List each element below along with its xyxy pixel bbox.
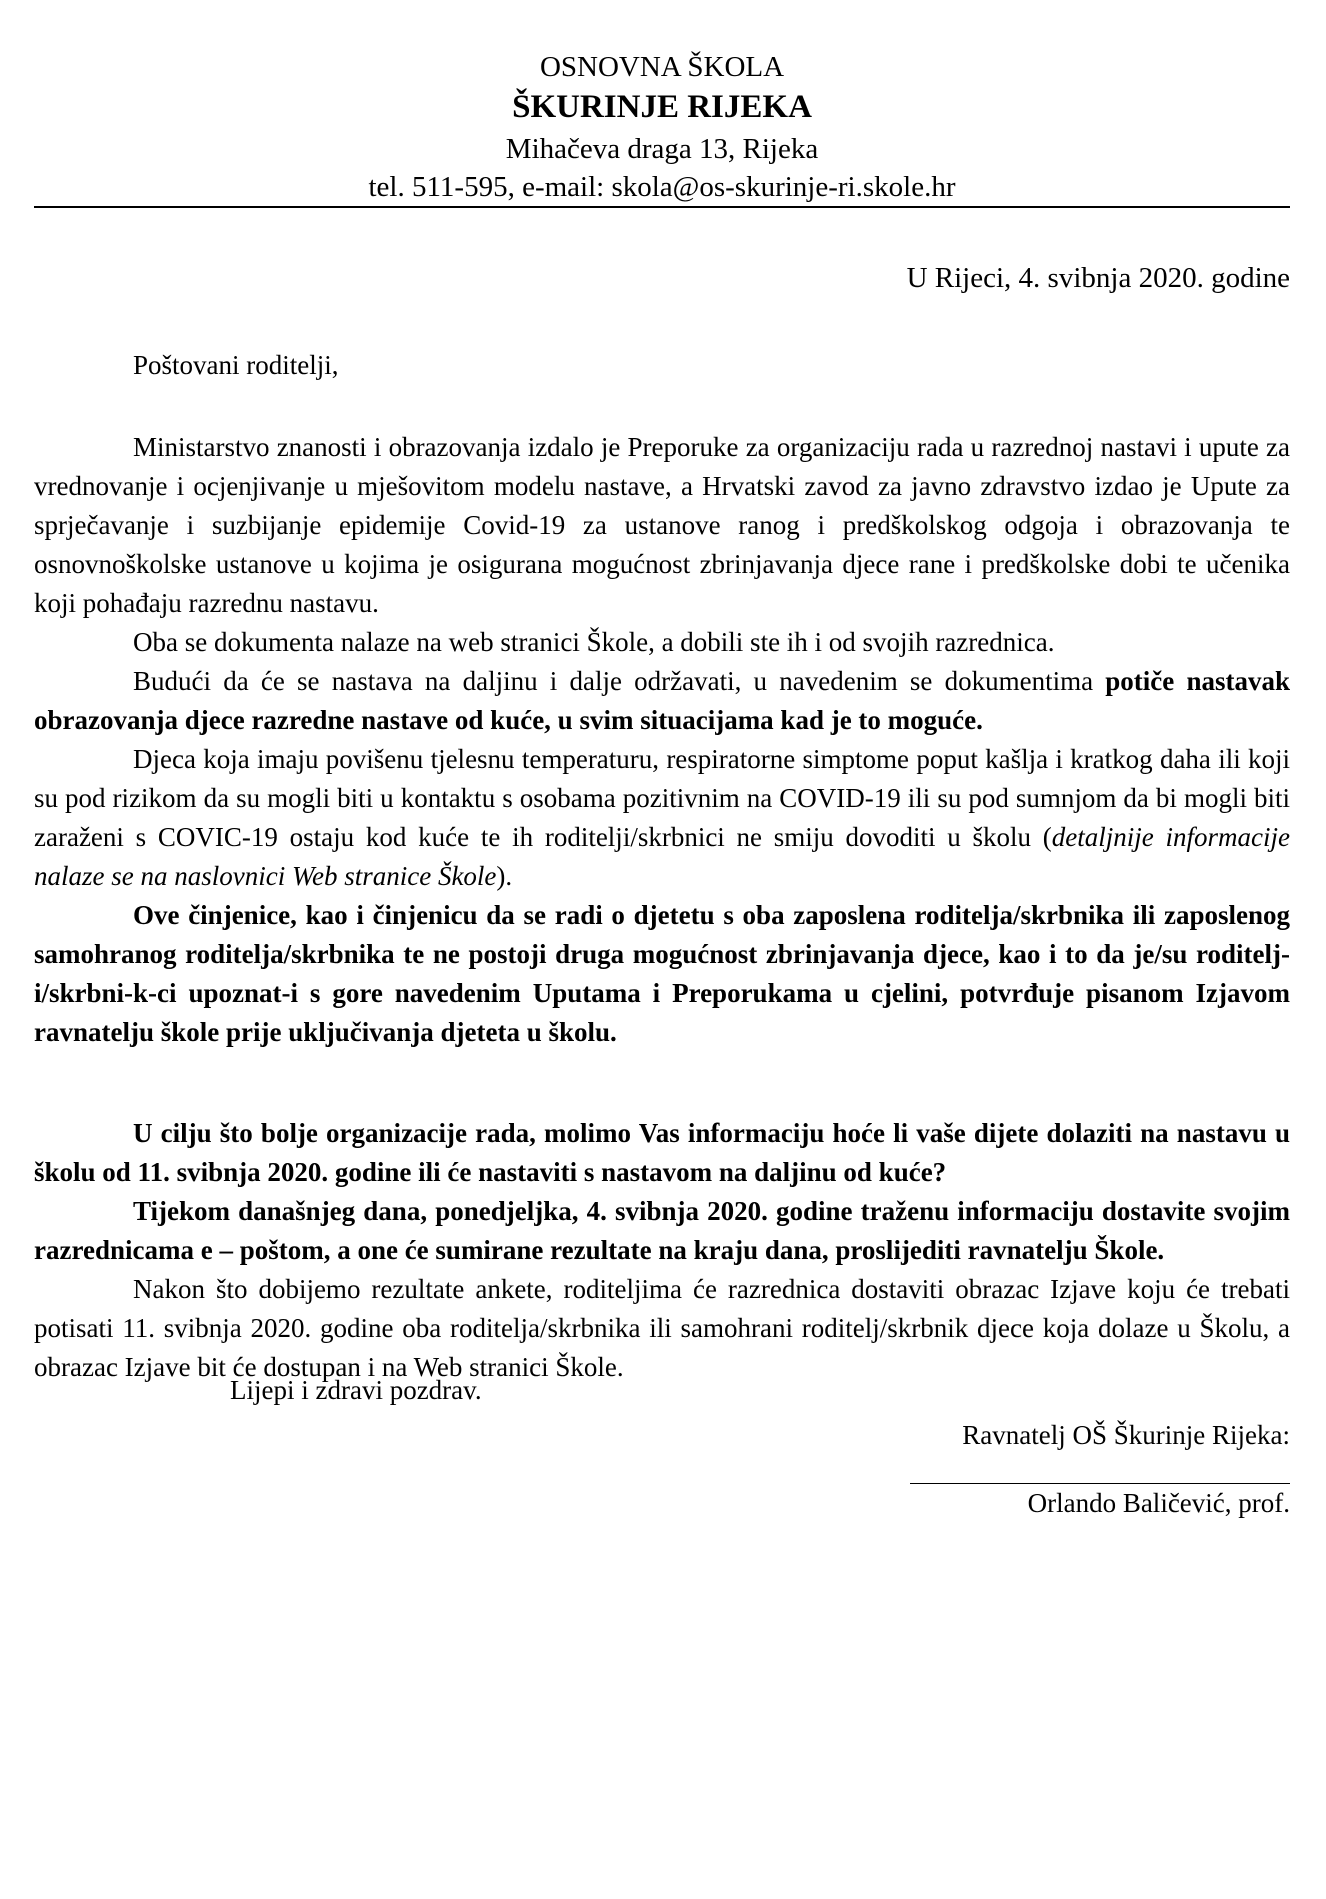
paragraph-symptoms <box>34 740 1290 896</box>
paragraph-statement: Ove činjenice, kao i činjenicu da se radi o djetetu s oba zaposlena roditelja/skrbnika ili zaposlenog samohranog roditelja/skrbnika te ne postoji druga mogućnost zbrinjavanja djece, kao i to da je/su roditelj-i/skrbni-k-ci upoznat-i s gore navedenim Uputama i Preporukama u cjelini, potvrđuje pisanom Izjavom ravnatelju škole prije uključivanja djeteta u školu. <box>34 900 1290 1047</box>
letter-body-middle <box>34 1114 1290 1270</box>
school-name: ŠKURINJE RIJEKA <box>512 89 812 125</box>
school-type: OSNOVNA ŠKOLA <box>539 51 785 83</box>
school-address: Mihačeva draga 13, Rijeka <box>505 133 819 165</box>
paragraph-survey: Nakon što dobijemo rezultate ankete, roditeljima će razrednica dostaviti obrazac Izjave koju će trebati potisati 11. svibnja 2020. godine oba roditelja/skrbnika ili samohrani roditelj/skrbnik djece koja dolaze u Školu, a obrazac Izjave bit će dostupan i na Web stranici Škole. <box>34 1274 1290 1382</box>
closing-greeting: Lijepi i zdravi pozdrav. <box>230 1375 482 1405</box>
signature-title: Ravnatelj OŠ Škurinje Rijeka: <box>962 1420 1290 1450</box>
salutation: Poštovani roditelji, <box>133 350 339 380</box>
paragraph-distance-learning <box>34 662 1290 740</box>
paragraph-request: U cilju što bolje organizacije rada, molimo Vas informaciju hoće li vaše dijete dolaziti na nastavu u školu od 11. svibnja 2020. godine ili će nastaviti s nastavom na daljinu od kuće? <box>34 1118 1290 1187</box>
letter-body-lower <box>34 1270 1290 1387</box>
signature-line <box>910 1483 1290 1484</box>
date-line: U Rijeci, 4. svibnja 2020. godine <box>906 262 1290 294</box>
paragraph-deadline: Tijekom današnjeg dana, ponedjeljka, 4. svibnja 2020. godine traženu informaciju dostavite svojim razrednicama e – poštom, a one će sumirane rezultate na kraju dana, proslijediti ravnatelju Škole. <box>34 1196 1290 1265</box>
signature-name: Orlando Baličević, prof. <box>1027 1488 1290 1518</box>
paragraph-documents: Oba se dokumenta nalaze na web stranici Škole, a dobili ste ih i od svojih razrednica. <box>133 627 1055 657</box>
symptoms-text: Djeca koja imaju povišenu tjelesnu temperaturu, respiratorne simptome poput kašlja i kratkog daha ili koji su pod rizikom da su mogli biti u kontaktu s osobama pozitivnim na COVID-19 ili su pod sumnjom da bi mogli biti zaraženi s COVIC-19 ostaju kod kuće te ih roditelji/skrbnici ne smiju dovoditi u školu ( <box>34 744 1290 852</box>
symptoms-end: ). <box>496 861 513 891</box>
header-divider <box>34 206 1290 208</box>
distance-learning-text: Budući da će se nastava na daljinu i dalje održavati, u navedenim se dokumentima <box>133 666 1106 696</box>
letter-body-upper <box>34 428 1290 1052</box>
paragraph-ministry: Ministarstvo znanosti i obrazovanja izdalo je Preporuke za organizaciju rada u razrednoj nastavi i upute za vrednovanje i ocjenjivanje u mješovitom modelu nastave, a Hrvatski zavod za javno zdravstvo izdao je Upute za sprječavanje i suzbijanje epidemije Covid-19 za ustanove ranog i predškolskog odgoja i obrazovanja te osnovnoškolske ustanove u kojima je osigurana mogućnost zbrinjavanja djece rane i predškolske dobi te učenika koji pohađaju razrednu nastavu. <box>34 432 1290 618</box>
symptoms-note: detaljnije informacije nalaze se na naslovnici Web stranice Škole <box>34 822 1290 891</box>
school-contact: tel. 511-595, e-mail: skola@os-skurinje-ri.skole.hr <box>368 171 956 203</box>
distance-learning-emphasis: potiče nastavak obrazovanja djece razredne nastave od kuće, u svim situacijama kad je to moguće. <box>34 666 1290 735</box>
